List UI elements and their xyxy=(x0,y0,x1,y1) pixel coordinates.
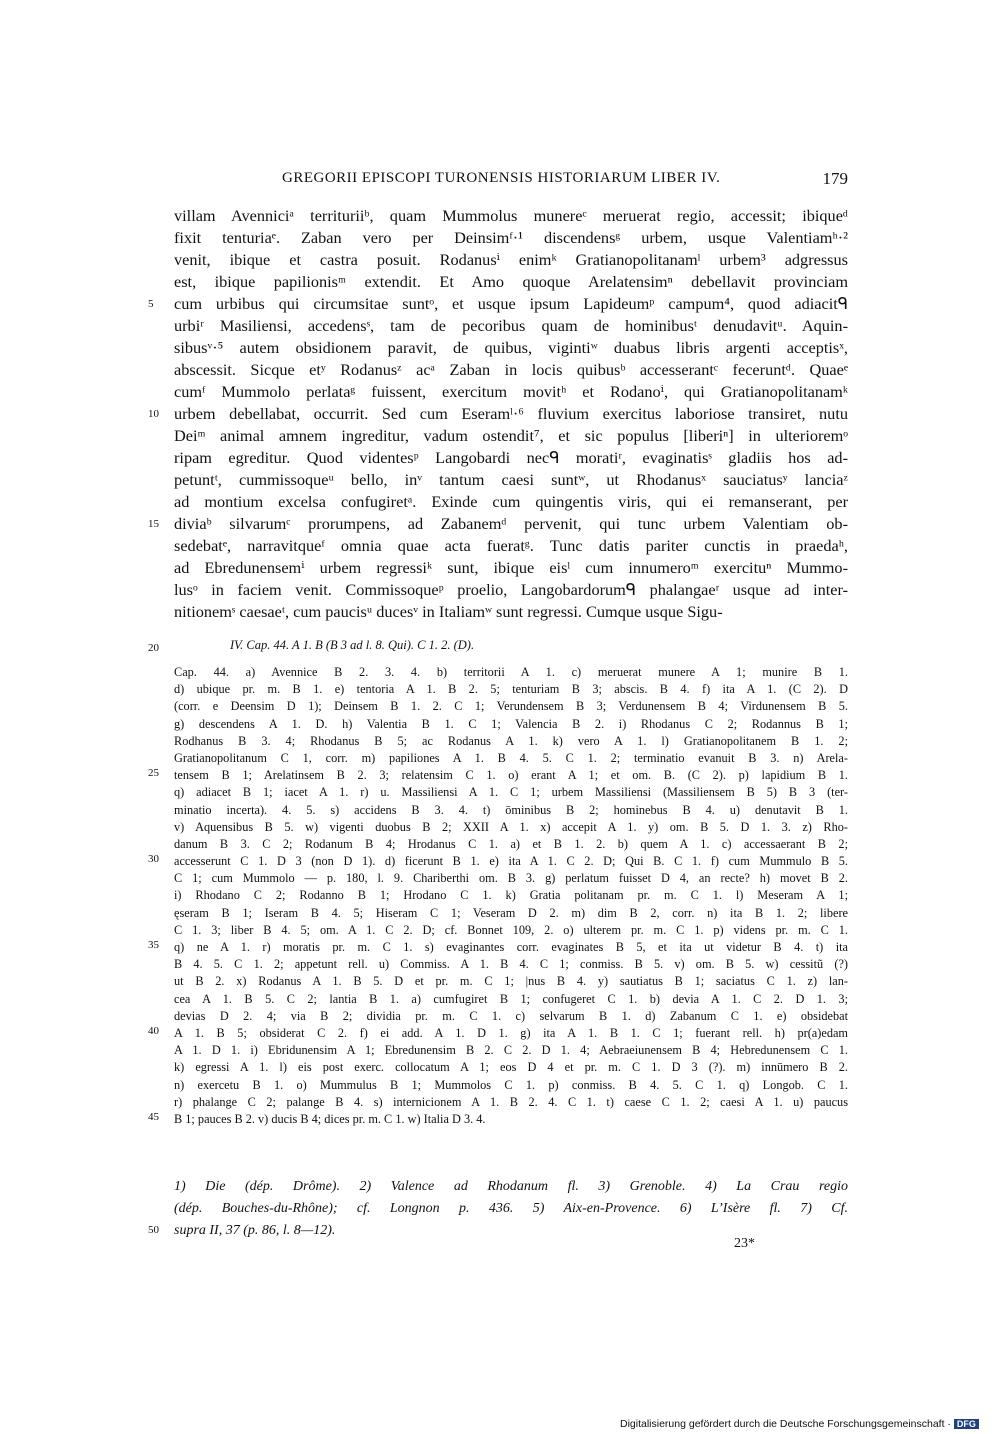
apparatus-line: i) Rhodano C 2; Rodanno B 1; Hrodano C 1. k) Gratia politanam pr. m. C 1. l) Meseram A 1; xyxy=(174,888,848,903)
apparatus-line: k) egressi A 1. l) eis post exerc. collocatum A 1; eos D 4 et pr. m. C 1. D 3 (?). m) innūmero B 2. xyxy=(174,1060,848,1075)
apparatus-line: Gratianopolitanum C 1, corr. m) papiliones A 1. B 4. 5. C 1. 2; terminatio evanuit B 3. n) Arela- xyxy=(174,750,848,765)
apparatus-line: accesserunt C 1. D 3 (non D 1). d) ficerunt B 1. e) ita A 1. C 2. D; Qui B. C 1. f) cum Mummulo B 5. xyxy=(174,854,848,869)
line-number: 30 xyxy=(148,853,159,865)
line-number: 25 xyxy=(148,767,159,779)
text-line: ad montium excelsa confugiretᵃ. Exinde cum quingentis viris, qui ei remanserant, per xyxy=(174,492,848,511)
text-line: Deiᵐ animal amnem ingreditur, vadum ostendit⁷, et sic populus [liberiⁿ] in ulterioremᵒ xyxy=(174,426,848,445)
text-line: diviaᵇ silvarumᶜ prorumpens, ad Zabanemᵈ pervenit, qui tunc urbem Valentiam ob- xyxy=(174,514,848,533)
text-line: urbiʳ Masiliensi, accedensˢ, tam de pecoribus quam de hominibusᵗ denudavitᵘ. Aquin- xyxy=(174,316,848,335)
line-number: 50 xyxy=(148,1224,159,1236)
line-number: 40 xyxy=(148,1025,159,1037)
line-number: 10 xyxy=(148,408,159,420)
apparatus-line: n) exercetu B 1. o) Mummulus B 1; Mummolos C 1. p) conmiss. B 4. 5. C 1. q) Longob. C 1. xyxy=(174,1077,848,1092)
footnotes xyxy=(174,1176,848,1242)
apparatus-line: r) phalange C 2; palange B 4. s) internicionem A 1. B 2. 4. C 1. t) caese C 1. 2; caesi A 1. u) paucus xyxy=(174,1094,848,1109)
apparatus-line: d) ubique pr. m. B 1. e) tentoria A 1. B 2. 5; tenturiam B 3; abscis. B 4. f) ita A 1. (C 2). D xyxy=(174,682,848,697)
line-number: 15 xyxy=(148,518,159,530)
digitization-footer xyxy=(620,1418,979,1430)
footnote-line: (dép. Bouches-du-Rhône); cf. Longnon p. 436. 5) Aix-en-Provence. 6) L’Isère fl. 7) Cf. xyxy=(174,1201,848,1216)
apparatus-line: q) adiacet B 1; iacet A 1. r) u. Massiliensi A 1. C 1; urbem Massiliensi (Massiliensem B 5) B 3 (ter- xyxy=(174,785,848,800)
text-line: venit, ibique et castra posuit. Rodanusⁱ enimᵏ Gratianopolitanamˡ urbem³ adgressus xyxy=(174,250,848,269)
signature-mark: 23* xyxy=(734,1236,755,1251)
apparatus-line: q) ne A 1. r) moratis pr. m. C 1. s) evaginantes corr. evaginates B 5, et ita ut videtur B 4. t) ita xyxy=(174,940,848,954)
apparatus-line: g) descendens A 1. D. h) Valentia B 1. C 1; Valencia B 2. i) Rhodanus C 2; Rodannus B 1; xyxy=(174,716,848,731)
apparatus-line: A 1. B 5; obsiderat C 2. f) ei add. A 1. D 1. g) ita A 1. B 1. C 1; fuerant rell. h) pr(a)edam xyxy=(174,1025,848,1040)
text-line: fixit tenturiaᵉ. Zaban vero per Deinsimᶠ·¹ discendensᵍ urbem, usque Valentiamʰ·² xyxy=(174,228,848,247)
apparatus-line: minatio incerta). 4. 5. s) accidens B 3. 4. t) ōminibus B 2; hominebus B 4. u) denutavit B 1. xyxy=(174,802,848,817)
apparatus-line: v) Aquensibus B 5. w) vigenti duobus B 2; XXII A 1. x) accepit A 1. y) om. B 5. D 1. 3. z) Rho- xyxy=(174,819,848,834)
apparatus-line: ęseram B 1; Iseram B 4. 5; Hiseram C 1; Veseram D 2. m) dim B 2, corr. n) ita B 1. 2; libere xyxy=(174,905,848,920)
running-header xyxy=(170,170,848,196)
apparatus-line: devias D 2. 4; via B 2; dividia pr. m. C 1. c) selvarum B 1. d) Zabanum C 1. e) obsidebat xyxy=(174,1008,848,1023)
footnote-line: supra II, 37 (p. 86, l. 8—12). xyxy=(174,1223,336,1238)
dfg-logo: DFG xyxy=(954,1419,979,1429)
apparatus-line: danum B 3. C 2; Rodanum B 4; Hrodanus C 1. a) et B 1. 2. b) quem A 1. c) accessaerant B 2; xyxy=(174,836,848,851)
text-line: cumᶠ Mummolo perlataᵍ fuissent, exercitum movitʰ et Rodanoⁱ, qui Gratianopolitanamᵏ xyxy=(174,382,848,401)
text-line: ad Ebredunensemⁱ urbem regressiᵏ sunt, ibique eisˡ cum innumeroᵐ exercituⁿ Mummo- xyxy=(174,558,848,577)
apparatus-line: B 4. 5. C 1. 2; appetunt rell. u) Commiss. A 1. B 4. C 1; conmiss. B 5. v) om. B 5. w) cessitũ (?) xyxy=(174,957,848,972)
line-number: 20 xyxy=(148,642,159,654)
running-title: GREGORII EPISCOPI TURONENSIS HISTORIARUM LIBER IV. xyxy=(282,170,721,186)
critical-apparatus xyxy=(174,664,848,1128)
text-line: nitionemˢ caesaeᵗ, cum paucisᵘ ducesᵛ in Italiamʷ sunt regressi. Cumque usque Sigu- xyxy=(174,602,723,621)
line-number: 45 xyxy=(148,1111,159,1123)
text-line: urbem debellabat, occurrit. Sed cum Eseramˡ·⁶ fluvium exercitus laboriose transiret, nutu xyxy=(174,404,848,423)
main-text xyxy=(174,205,848,623)
apparatus-line: C 1; cum Mummolo — p. 180, l. 9. Chariberthi om. B 3. g) perlatum fuisset D 4, an recte? h) movet B 2. xyxy=(174,871,848,886)
text-line: villam Avenniciᵃ territuriiᵇ, quam Mummolus munereᶜ meruerat regio, accessit; ibiqueᵈ xyxy=(174,206,848,225)
footer-text: Digitalisierung gefördert durch die Deutsche Forschungsgemeinschaft · xyxy=(620,1418,951,1430)
text-line: sibusᵛ·⁵ autem obsidionem paravit, de quibus, vigintiʷ duabus libris argenti acceptisˣ, xyxy=(174,338,848,357)
apparatus-line: tensem B 1; Arelatinsem B 2. 3; relatensim C 1. o) erant A 1; et om. B. (C 2). p) lapidium B 1. xyxy=(174,768,848,783)
apparatus-line: C 1. 3; liber B 4. 5; om. A 1. C 2. D; cf. Bonnet 109, 2. o) ulterem pr. m. C 1. p) videns pr. m. C 1. xyxy=(174,922,848,937)
text-line: petuntᵗ, cummissoqueᵘ bello, inᵛ tantum caesi suntʷ, ut Rhodanusˣ sauciatusʸ lanciaᶻ xyxy=(174,470,848,489)
apparatus-line: B 1; pauces B 2. v) ducis B 4; dices pr. m. C 1. w) Italia D 3. 4. xyxy=(174,1111,486,1126)
text-line: lusᵒ in faciem venit. Commissoqueᵖ proelio, Langobardorumᑫ phalangaeʳ usque ad inter- xyxy=(174,580,848,599)
text-line: cum urbibus qui circumsitae suntᵒ, et usque ipsum Lapideumᵖ campum⁴, quod adiacitᑫ xyxy=(174,294,848,313)
line-number: 35 xyxy=(148,939,159,951)
apparatus-line: cea A 1. B 5. C 2; lantia B 1. a) cumfugiret B 1; confugeret C 1. b) devia A 1. C 2. D 1. 3; xyxy=(174,991,848,1006)
page-number: 179 xyxy=(822,169,848,188)
text-line: est, ibique papilionisᵐ extendit. Et Amo quoque Arelatensimⁿ debellavit provinciam xyxy=(174,272,848,291)
text-line: abscessit. Sicque etʸ Rodanusᶻ acᵃ Zaban in locis quibusᵇ accesserantᶜ feceruntᵈ. Quaeᵉ xyxy=(174,360,848,379)
text-line: sedebatᵉ, narravitqueᶠ omnia quae acta fueratᵍ. Tunc datis pariter cunctis in praedaʰ, xyxy=(174,536,848,555)
chapter-sigla: IV. Cap. 44. A 1. B (B 3 ad l. 8. Qui). C 1. 2. (D). xyxy=(230,638,475,652)
apparatus-line: Rodhanus B 3. 4; Rhodanus B 5; ac Rodanus A 1. k) vero A 1. l) Gratianopolitanem B 1. 2; xyxy=(174,733,848,748)
line-number: 5 xyxy=(148,298,154,310)
apparatus-line: ut B 2. x) Rodanus A 1. B 5. D et pr. m. C 1; |nus B 4. y) sautiatus B 1; saciatus C 1. z) lan- xyxy=(174,974,848,989)
apparatus-line: (corr. e Deensim D 1); Deinsem B 1. 2. C 1; Verundensem B 3; Verdunensem B 4; Virdunensem B 5. xyxy=(174,699,848,714)
apparatus-line: A 1. D 1. i) Ebridunensim A 1; Ebredunensim B 2. C 2. D 1. 4; Aebraeiunensem B 4; Hebredunensem C 1. xyxy=(174,1043,848,1058)
footnote-line: 1) Die (dép. Drôme). 2) Valence ad Rhodanum fl. 3) Grenoble. 4) La Crau regio xyxy=(174,1179,848,1194)
text-line: ripam egreditur. Quod videntesᵖ Langobardi necᑫ moratiʳ, evaginatisˢ gladiis hos ad- xyxy=(174,448,848,467)
apparatus-line: Cap. 44. a) Avennice B 2. 3. 4. b) territorii A 1. c) meruerat munere A 1; munire B 1. xyxy=(174,665,848,679)
